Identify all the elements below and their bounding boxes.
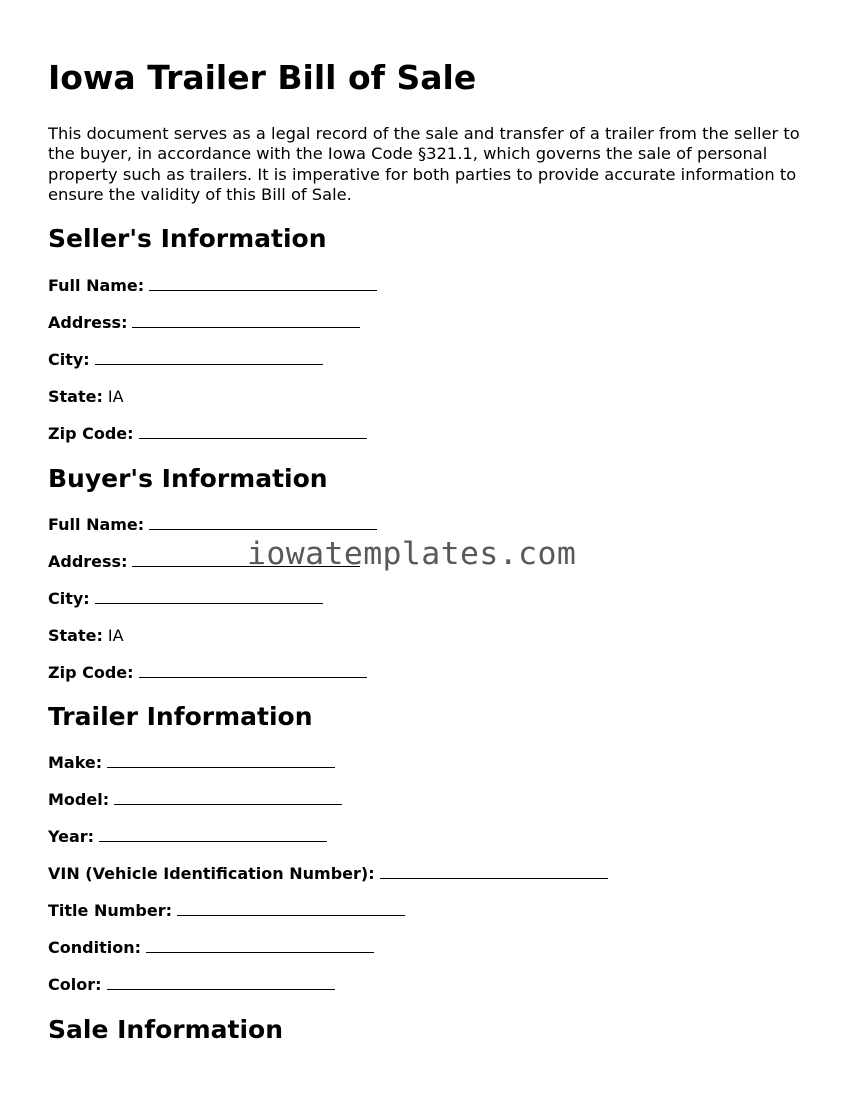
trailer-make-label: Make: bbox=[48, 753, 103, 772]
buyer-full-name-label: Full Name: bbox=[48, 515, 145, 534]
buyer-zip-blank[interactable] bbox=[139, 665, 367, 678]
trailer-condition-label: Condition: bbox=[48, 938, 141, 957]
trailer-model-label: Model: bbox=[48, 790, 110, 809]
trailer-color-label: Color: bbox=[48, 975, 102, 994]
seller-full-name-field bbox=[48, 276, 377, 296]
watermark: iowatemplates.com bbox=[247, 536, 577, 572]
buyer-state-field bbox=[48, 626, 124, 646]
trailer-vin-field bbox=[48, 864, 608, 884]
seller-zip-label: Zip Code: bbox=[48, 424, 134, 443]
trailer-vin-blank[interactable] bbox=[380, 866, 608, 879]
trailer-color-field bbox=[48, 975, 335, 995]
trailer-year-blank[interactable] bbox=[99, 829, 327, 842]
buyer-address-label: Address: bbox=[48, 552, 128, 571]
buyer-zip-label: Zip Code: bbox=[48, 663, 134, 682]
seller-zip-blank[interactable] bbox=[139, 426, 367, 439]
trailer-heading: Trailer Information bbox=[48, 702, 313, 731]
seller-city-field bbox=[48, 350, 323, 370]
buyer-city-blank[interactable] bbox=[95, 591, 323, 604]
seller-zip-field bbox=[48, 424, 367, 444]
trailer-make-field bbox=[48, 753, 335, 773]
buyer-full-name-blank[interactable] bbox=[149, 517, 377, 530]
seller-address-blank[interactable] bbox=[132, 315, 360, 328]
trailer-year-label: Year: bbox=[48, 827, 95, 846]
trailer-condition-field bbox=[48, 938, 374, 958]
seller-heading: Seller's Information bbox=[48, 224, 327, 253]
trailer-title-number-field bbox=[48, 901, 405, 921]
trailer-make-blank[interactable] bbox=[107, 755, 335, 768]
trailer-title-number-label: Title Number: bbox=[48, 901, 172, 920]
trailer-year-field bbox=[48, 827, 327, 847]
buyer-state-label: State: bbox=[48, 626, 103, 645]
seller-city-blank[interactable] bbox=[95, 352, 323, 365]
buyer-heading: Buyer's Information bbox=[48, 464, 328, 493]
seller-city-label: City: bbox=[48, 350, 90, 369]
buyer-city-label: City: bbox=[48, 589, 90, 608]
trailer-model-blank[interactable] bbox=[114, 792, 342, 805]
seller-full-name-blank[interactable] bbox=[149, 278, 377, 291]
seller-state-value: IA bbox=[107, 387, 124, 406]
trailer-condition-blank[interactable] bbox=[146, 940, 374, 953]
seller-full-name-label: Full Name: bbox=[48, 276, 145, 295]
buyer-state-value: IA bbox=[107, 626, 124, 645]
seller-address-field bbox=[48, 313, 360, 333]
trailer-title-number-blank[interactable] bbox=[177, 903, 405, 916]
buyer-city-field bbox=[48, 589, 323, 609]
trailer-color-blank[interactable] bbox=[107, 977, 335, 990]
buyer-full-name-field bbox=[48, 515, 377, 535]
trailer-vin-label: VIN (Vehicle Identification Number): bbox=[48, 864, 375, 883]
intro-paragraph: This document serves as a legal record of the sale and transfer of a trailer from the seller to the buyer, in accordance with the Iowa Code §321.1, which governs the sale of personal property such as trailers. It is imperative for both parties to provide accurate information to ensure the validity of this Bill of Sale. bbox=[48, 124, 800, 204]
page-title: Iowa Trailer Bill of Sale bbox=[48, 58, 477, 97]
buyer-zip-field bbox=[48, 663, 367, 683]
trailer-model-field bbox=[48, 790, 342, 810]
seller-state-field bbox=[48, 387, 124, 407]
seller-address-label: Address: bbox=[48, 313, 128, 332]
sale-heading: Sale Information bbox=[48, 1015, 283, 1044]
seller-state-label: State: bbox=[48, 387, 103, 406]
